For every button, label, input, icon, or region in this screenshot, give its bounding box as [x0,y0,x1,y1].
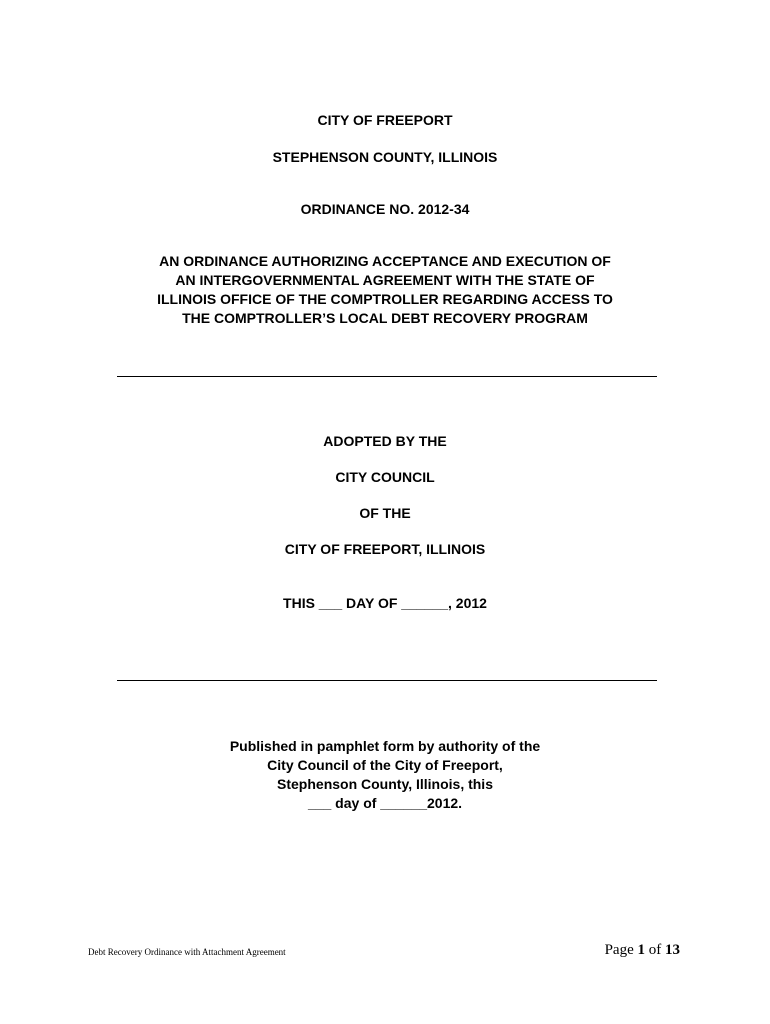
ordinance-title-line: ILLINOIS OFFICE OF THE COMPTROLLER REGARDING ACCESS TO [157,291,613,307]
ordinance-title-line: AN ORDINANCE AUTHORIZING ACCEPTANCE AND EXECUTION OF [159,253,611,269]
publication-line: ___ day of ______2012. [307,795,463,811]
of-the-line: OF THE [359,505,411,521]
ordinance-title [0,252,770,328]
publication-notice [0,737,770,813]
horizontal-rule-bottom [117,680,657,681]
adopted-by-line: ADOPTED BY THE [323,433,447,449]
publication-line: Published in pamphlet form by authority of the [229,738,541,754]
ordinance-title-line: THE COMPTROLLER’S LOCAL DEBT RECOVERY PROGRAM [182,310,588,326]
page-total: 13 [665,942,680,958]
page-current: 1 [637,942,645,958]
publication-line: Stephenson County, Illinois, this [277,776,493,792]
city-heading: CITY OF FREEPORT [317,112,453,128]
page-prefix: Page [604,942,638,958]
adoption-date-line: THIS ___ DAY OF ______, 2012 [283,595,487,611]
publication-line: City Council of the City of Freeport, [267,757,503,773]
city-illinois-line: CITY OF FREEPORT, ILLINOIS [284,541,486,557]
county-heading: STEPHENSON COUNTY, ILLINOIS [272,149,498,165]
horizontal-rule-top [117,376,657,377]
ordinance-number: ORDINANCE NO. 2012-34 [300,201,470,217]
ordinance-title-line: AN INTERGOVERNMENTAL AGREEMENT WITH THE STATE OF [175,272,595,288]
city-council-line: CITY COUNCIL [335,469,435,485]
page-of: of [645,942,665,958]
footer-document-title: Debt Recovery Ordinance with Attachment Agreement [88,947,286,957]
footer-page-number [605,941,680,959]
